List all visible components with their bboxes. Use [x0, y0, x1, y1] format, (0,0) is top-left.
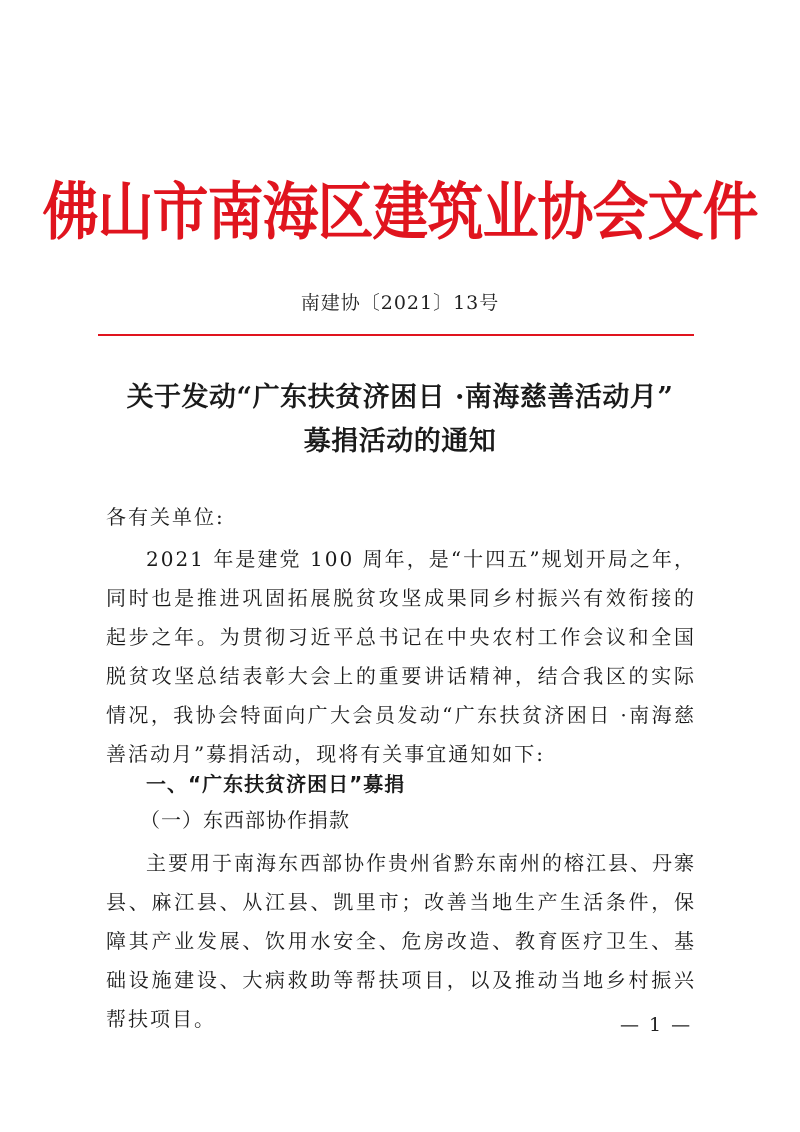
notice-title	[60, 376, 740, 464]
notice-title-line-1: 关于发动“广东扶贫济困日 ·南海慈善活动月”	[126, 382, 674, 413]
subsection-1-heading: （一）东西部协作捐款	[140, 808, 350, 832]
salutation: 各有关单位:	[106, 505, 225, 529]
notice-title-line-2: 募捐活动的通知	[303, 426, 497, 457]
subsection-1-paragraph: 主要用于南海东西部协作贵州省黔东南州的榕江县、丹寨县、麻江县、从江县、凯里市；改善当地生产生活条件，保障其产业发展、饮用水安全、危房改造、教育医疗卫生、基础设施建设、大病救助等帮扶项目，以及推动当地乡村振兴帮扶项目。	[106, 851, 696, 1031]
document-number: 南建协〔2021〕13号	[300, 292, 500, 314]
red-divider-line	[98, 334, 694, 336]
page-number: — 1 —	[620, 1014, 693, 1036]
section-1-heading: 一、“广东扶贫济困日”募捐	[146, 772, 406, 796]
intro-paragraph: 2021 年是建党 100 周年，是“十四五”规划开局之年，同时也是推进巩固拓展脱贫攻坚成果同乡村振兴有效衔接的起步之年。为贯彻习近平总书记在中央农村工作会议和全国脱贫攻坚总结表彰大会上的重要讲话精神，结合我区的实际情况，我协会特面向广大会员发动“广东扶贫济困日 ·南海慈善活动月”募捐活动，现将有关事宜通知如下:	[106, 547, 696, 766]
org-masthead-title: 佛山市南海区建筑业协会文件	[42, 176, 758, 250]
